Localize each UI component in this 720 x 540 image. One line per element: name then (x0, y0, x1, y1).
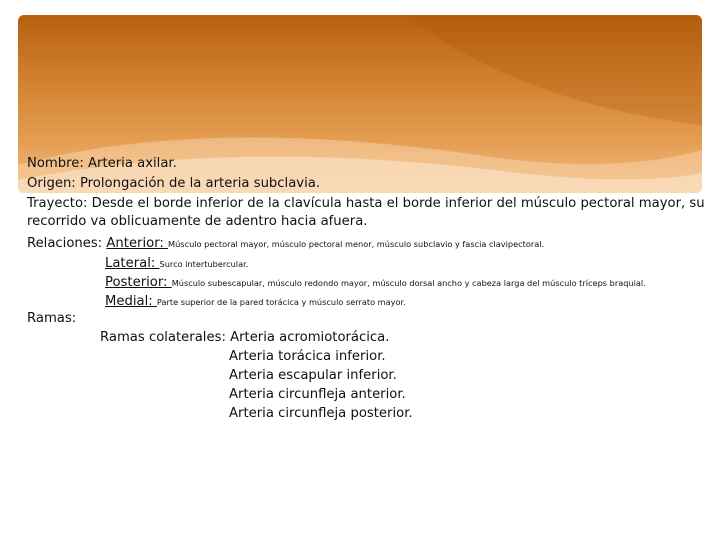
rama-item: Arteria circunfleja anterior. (229, 387, 406, 402)
trayecto-line-2: recorrido va oblicuamente de adentro hacia afuera. (27, 214, 368, 229)
rama-item: Arteria circunfleja posterior. (229, 406, 413, 421)
ramas-colaterales-line: Ramas colaterales: Arteria acromiotorácica. (100, 330, 390, 345)
origen-line: Origen: Prolongación de la arteria subclavia. (27, 176, 321, 191)
nombre-line: Nombre: Arteria axilar. (27, 156, 177, 171)
lateral-line (105, 253, 248, 273)
medial-text: Parte superior de la pared torácica y músculo serrato mayor. (156, 297, 406, 307)
relaciones-line (27, 233, 544, 253)
medial-label: Medial: (105, 294, 157, 309)
rama-item: Arteria escapular inferior. (229, 368, 397, 383)
anterior-text: Músculo pectoral mayor, músculo pectoral menor, músculo subclavio y fascia clavipectoral. (168, 239, 545, 249)
lateral-label: Lateral: (105, 256, 160, 271)
lateral-text: Surco intertubercular. (159, 259, 249, 269)
relaciones-label: Relaciones: (27, 236, 107, 251)
rama-item: Arteria torácica inferior. (229, 349, 386, 364)
trayecto-line-1: Trayecto: Desde el borde inferior de la clavícula hasta el borde inferior del músculo pectoral mayor, su (27, 196, 705, 211)
anterior-label: Anterior: (106, 236, 169, 251)
posterior-text: Músculo subescapular, músculo redondo mayor, músculo dorsal ancho y cabeza larga del músculo tríceps braquial. (171, 278, 646, 288)
posterior-line (105, 272, 646, 292)
medial-line (105, 291, 406, 311)
ramas-label: Ramas: (27, 311, 77, 326)
posterior-label: Posterior: (105, 275, 172, 290)
